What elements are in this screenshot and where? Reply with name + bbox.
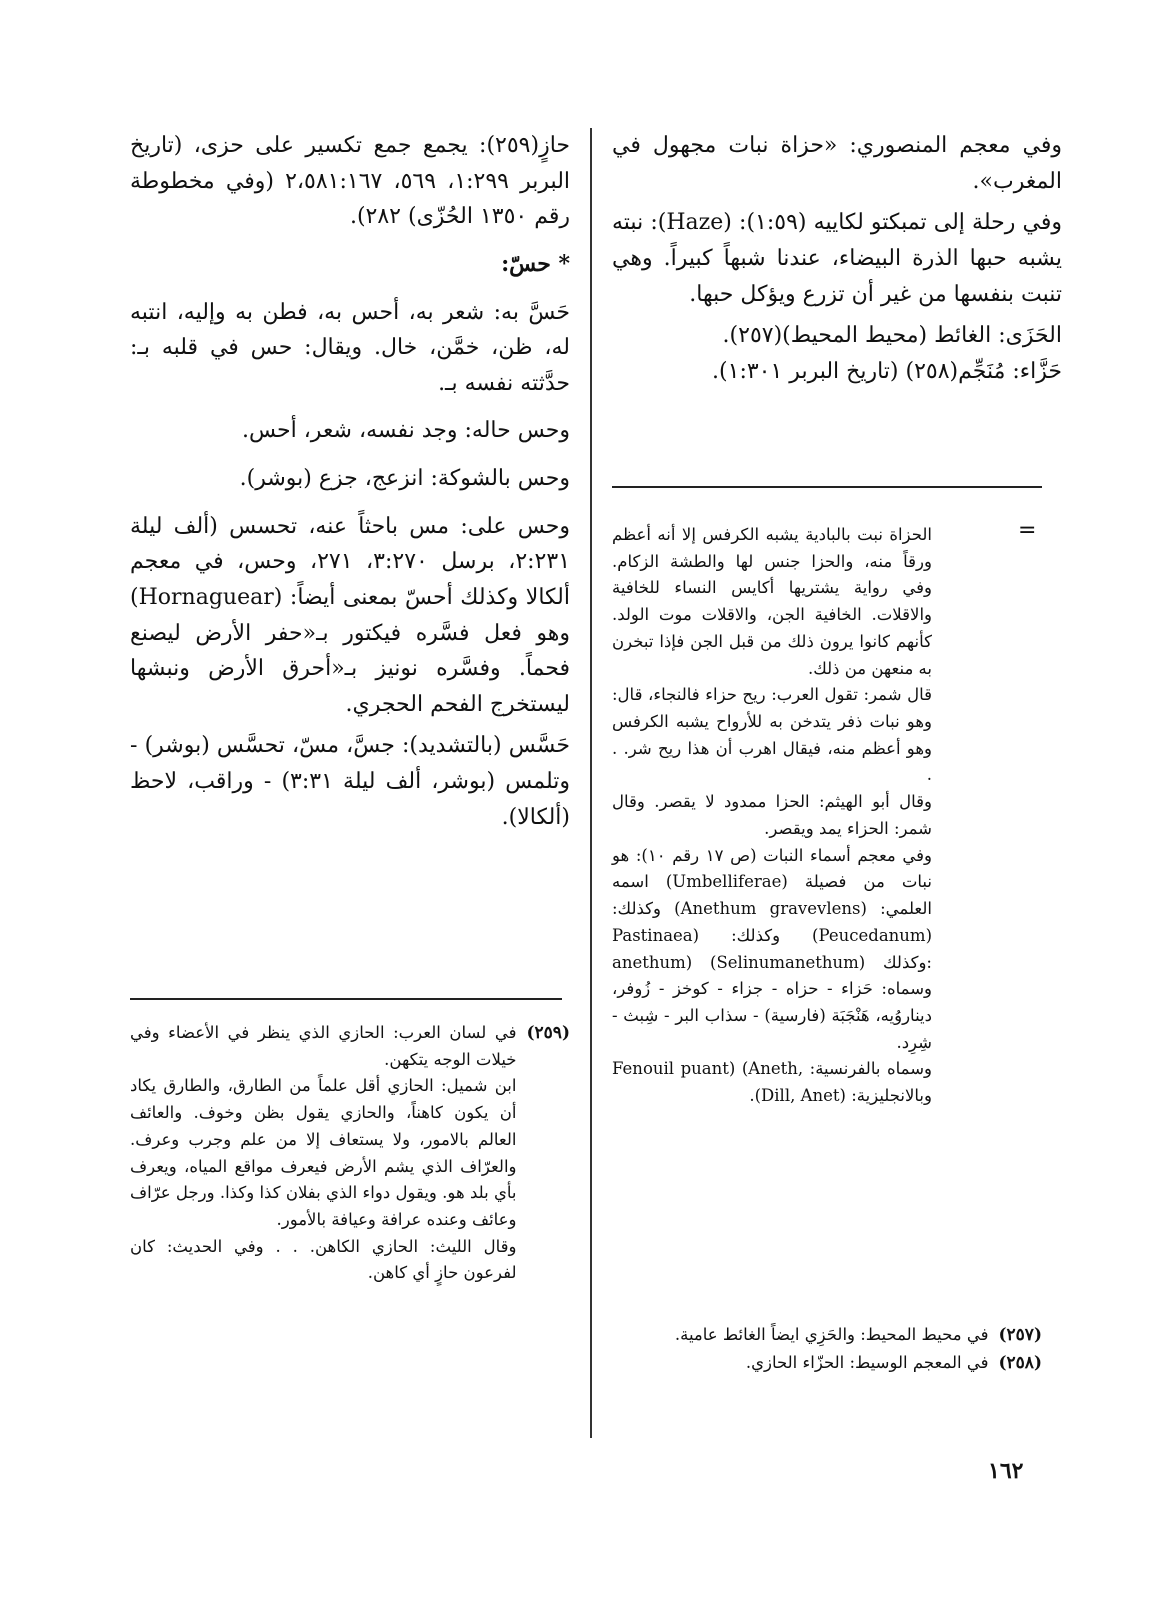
entry-hassas: حَسَّس (بالتشديد): جسَّ، مسّ، تحسَّس (بوشر) - وتلمس (بوشر، ألف ليلة ٣:٣١) - وراقب، لاحظ (ألكالا). bbox=[130, 733, 570, 830]
entry-hassa-bih: حَسَّ به: شعر به، أحس به، فطن به وإليه، انتبه له، ظن، خمَّن، خال. ويقال: حس في قلبه بـ: حدَّثته نفسه بـ. bbox=[130, 299, 570, 396]
continuation-mark: = bbox=[1018, 518, 1037, 543]
paragraph-timbuktu: وفي رحلة إلى تمبكتو لكاييه (١:٥٩): (Haze): نبته يشبه حبها الذرة البيضاء، عندنا شبهاً كبيراً. وهي تنبت بنفسها من غير أن تزرع ويؤكل حبها. bbox=[612, 210, 1062, 307]
footnote-text: في محيط المحيط: والحَزِي ايضاً الغائط عامية. bbox=[674, 1325, 989, 1344]
footnote-text: وقال الليث: الحازي الكاهن. . . وفي الحديث: كان لفرعون حازٍ أي كاهن. bbox=[130, 1236, 517, 1283]
column-divider bbox=[590, 128, 592, 1438]
footnote-cont-paragraph: الحزاة نبت بالبادية يشبه الكرفس إلا أنه أعظم ورقاً منه، والحزا جنس لها والطشة الزكام. وفي رواية يشتريها أكايس النساء للخافية والاقلات. الخافية الجن، والاقلات موت الولد. كأنهم كانوا يرون ذلك من قبل الجن فإذا تبخرن به منعهن من ذلك. bbox=[612, 525, 932, 678]
page-number: ١٦٢ bbox=[988, 1458, 1024, 1484]
entry-hass-halah: وحس حاله: وجد نفسه، شعر، أحس. bbox=[241, 418, 570, 444]
footnote-cont-paragraph: وقال أبو الهيثم: الحزا ممدود لا يقصر. وقال شمر: الحزاء يمد ويقصر. bbox=[612, 792, 932, 838]
right-column bbox=[612, 128, 1062, 395]
footnote-rule-left bbox=[130, 998, 562, 1000]
footnote-258 bbox=[612, 1350, 1042, 1378]
root-heading-hass: * حسّ: bbox=[501, 250, 570, 277]
footnote-257 bbox=[612, 1322, 1042, 1350]
footnote-cont-paragraph: وفي معجم أسماء النبات (ص ١٧ رقم ١٠): هو نبات من فصيلة (Umbelliferae) اسمه العلمي: (Anethum gravevlens) وكذلك: (Peucedanum) وكذلك: (Pastinaea :وكذلك (Selinumanethum) (anethum وسماه: حَزاء - حزاه - جزاء - كوخز - زُوفر، ديناروُيه، هَنْجَبَة (فارسية) - سذاب البر - شِبث - شِرِد. bbox=[612, 845, 933, 1052]
footnote-body bbox=[130, 1020, 517, 1287]
entry-hazy: الحَزَى: الغائط (محيط المحيط)(٢٥٧). bbox=[722, 323, 1062, 349]
entry-hass-ala: وحس على: مس باحثاً عنه، تحسس (ألف ليلة ٢:٢٣١، برسل ٣:٢٧٠، ٢٧١، وحس، في معجم ألكالا وكذلك أحسّ بمعنى أيضاً: (Hornaguear) وهو فعل فسَّره فيكتور بـ«حفر الأرض ليصنع فحماً. وفسَّره نونيز بـ«أحرق الأرض ونبشها ليستخرج الفحم الحجري. bbox=[130, 513, 571, 717]
entry-hazin: حازٍ(٢٥٩): يجمع جمع تكسير على حزى، (تاريخ البربر ١:٢٩٩، ٥٦٩، ٢،٥٨١:١٦٧ (وفي مخطوطة رقم ١٣٥٠ الحُزّى) ٢٨٢). bbox=[130, 133, 571, 230]
footnote-rule-right bbox=[612, 486, 1042, 488]
entry-hass-bishawka: وحس بالشوكة: انزعج، جزع (بوشر). bbox=[239, 466, 570, 491]
left-column bbox=[130, 128, 570, 841]
footnote-cont-paragraph: قال شمر: تقول العرب: ريح حزاء فالنجاء، قال: وهو نبات ذفر يتدخن به للأرواح يشبه الكرفس وهو أعظم منه، فيقال اهرب أن هذا ريح شر. . . bbox=[612, 685, 932, 785]
right-footnotes-continuation bbox=[612, 522, 962, 1110]
footnote-259 bbox=[130, 1020, 570, 1287]
entry-hazza: حَزَّاء: مُنَجِّم(٢٥٨) (تاريخ البربر ١:٣٠١). bbox=[712, 358, 1062, 384]
footnote-text: في المعجم الوسيط: الحزّاء الحازي. bbox=[745, 1352, 989, 1372]
footnote-cont-paragraph: وسماه بالفرنسية: ,Fenouil puant) (Aneth وبالانجليزية: (Dill, Anet). bbox=[612, 1059, 932, 1106]
footnote-number: (٢٥٩) bbox=[526, 1023, 570, 1043]
right-footnotes bbox=[612, 1322, 1042, 1377]
footnote-number: (٢٥٧) bbox=[998, 1325, 1042, 1345]
footnote-text: ابن شميل: الحازي أقل علماً من الطارق، والطارق يكاد أن يكون كاهناً، والحازي يقول بظن وخوف. والعائف العالم بالامور، ولا يستعاف إلا من علم وجرب وعرف. والعرّاف الذي يشم الأرض فيعرف مواقع المياه، ويعرف بأي بلد هو. ويقول دواء الذي بفلان كذا وكذا. ورجل عرّاف وعائف وعنده عرافة وعيافة بالأمور. bbox=[130, 1076, 517, 1230]
footnote-text: في لسان العرب: الحازي الذي ينظر في الأعضاء وفي خيلات الوجه يتكهن. bbox=[130, 1023, 517, 1069]
footnote-number: (٢٥٨) bbox=[998, 1352, 1042, 1373]
paragraph-mansouri: وفي معجم المنصوري: «حزاة نبات مجهول في المغرب». bbox=[612, 133, 1062, 194]
left-footnotes bbox=[130, 1020, 570, 1287]
